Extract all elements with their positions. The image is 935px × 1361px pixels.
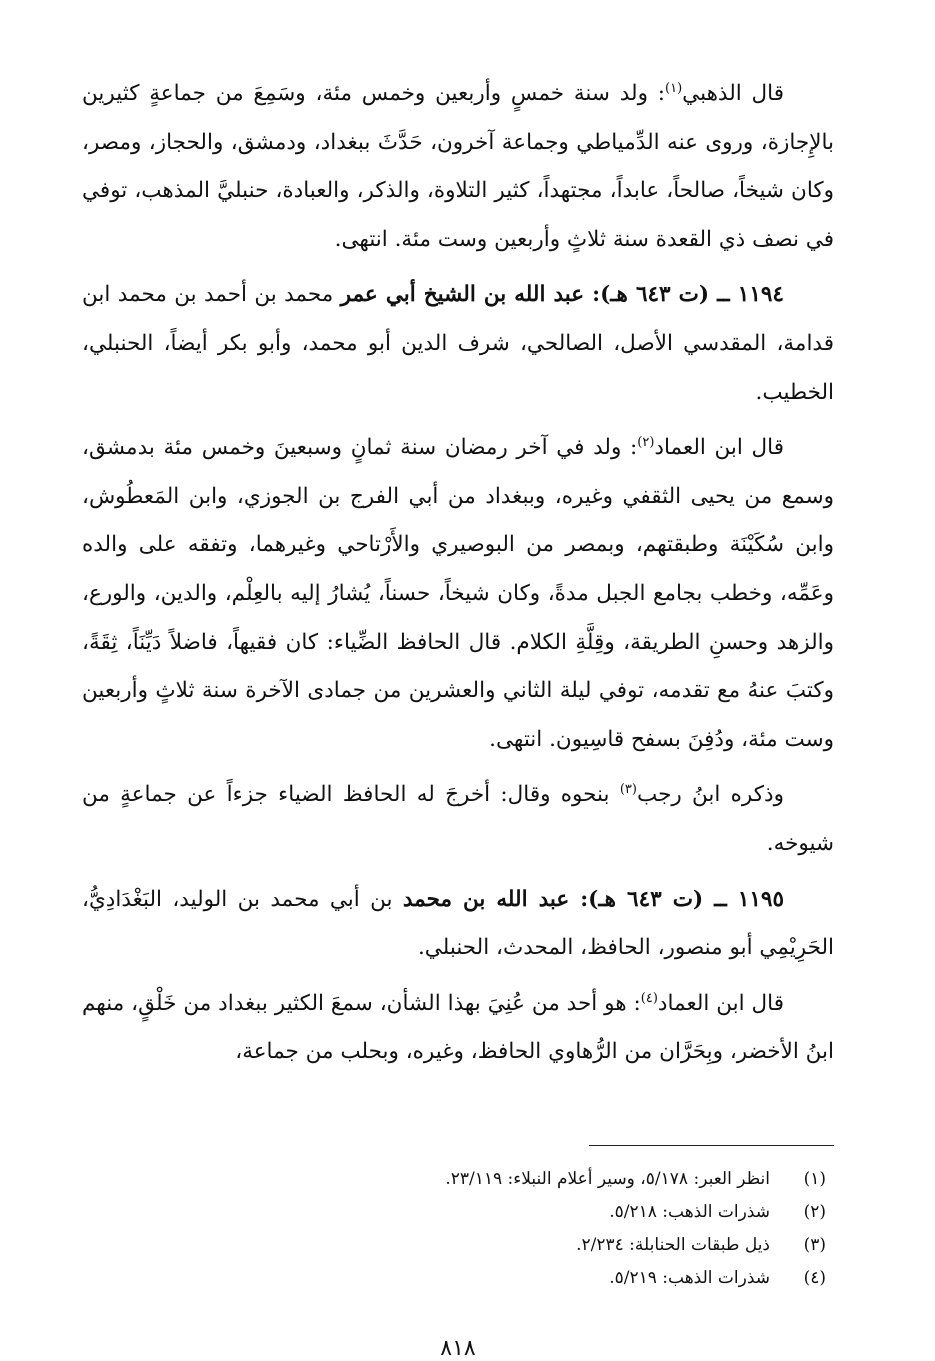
footnote-number: (٣) [803, 1235, 826, 1255]
footnote-item [82, 1163, 826, 1196]
footnote-item [82, 1196, 826, 1229]
footnote-text: ذيل طبقات الحنابلة: ٢/٢٣٤. [576, 1235, 770, 1255]
footnote-text: شذرات الذهب: ٥/٢١٩. [609, 1268, 770, 1288]
entry-1194 [82, 271, 834, 417]
footnote-number: (٤) [803, 1268, 826, 1288]
footnotes [82, 1163, 826, 1295]
footnote-number: (٢) [803, 1202, 826, 1222]
footnote-ref-4[interactable]: (٤) [640, 990, 658, 1006]
entry-heading: ١١٩٥ ــ (ت ٦٤٣ هـ): عبد الله بن محمد [402, 886, 785, 912]
paragraph-ibn-rajab-quote [82, 771, 834, 868]
entry-1195 [82, 876, 834, 973]
footnote-ref-3[interactable]: (٣) [619, 782, 637, 798]
text: قال ابن العماد [657, 990, 784, 1016]
text: : ولد في آخر رمضان سنة ثمانٍ وسبعينَ وخمس مئة بدمشق، وسمع من يحيى الثقفي وغيره، وببغداد من أبي الفرج بن الجوزي، وابن المَعطُوش، وابن سُكَيْنَة وطبقتهم، وبمصر من البوصيري والأَرْتاحي وغيرهما، وتفقه على والده وعَمِّه، وخطب بجامع الجبل مدةً، وكان شيخاً، حسناً، يُشارُ إليه بالعِلْم، والدين، والورع، والزهد وحسنِ الطريقة، وقِلَّةِ الكلام. قال الحافظ الضِّياء: كان فقيهاً، فاضلاً دَيِّنَاً، ثِقَةً، وكتبَ عنهُ مع تقدمه، توفي ليلة الثاني والعشرين من جمادى الآخرة سنة ثلاثٍ وأربعين وست مئة، ودُفِنَ بسفح قاسِيون. انتهى. [82, 435, 834, 752]
footnote-text: شذرات الذهب: ٥/٢١٨. [609, 1202, 770, 1222]
footnote-item [82, 1262, 826, 1295]
footnote-ref-1[interactable]: (١) [665, 80, 683, 96]
entry-heading: ١١٩٤ ــ (ت ٦٤٣ هـ): عبد الله بن الشيخ أبي عمر [340, 282, 784, 308]
paragraph-ibn-alimad-quote [82, 424, 834, 764]
text: بن أبي محمد بن الوليد، البَغْدَادِيُّ، الحَرِيْمِي أبو منصور، الحافظ، المحدث، الحنبلي. [82, 886, 834, 961]
text: قال ابن العماد [654, 435, 784, 461]
paragraph-dhahabi-quote [82, 70, 834, 264]
page-number: ٨١٨ [440, 1336, 476, 1361]
footnote-item [82, 1229, 826, 1262]
text: محمد بن أحمد بن محمد ابن قدامة، المقدسي الأصل، الصالحي، شرف الدين أبو محمد، وأبو بكر أيضاً، الحنبلي، الخطيب. [82, 282, 834, 405]
text: وذكره ابنُ رجب [636, 782, 784, 808]
text: : هو أحد من عُنِيَ بهذا الشأن، سمعَ الكثير ببغداد من خَلْقٍ، منهم ابنُ الأخضر، وبِحَرَّان من الرُّهاوي الحافظ، وغيره، وبحلب من جماعة، [82, 990, 834, 1065]
book-page [82, 70, 834, 1361]
paragraph-ibn-alimad-quote-2 [82, 980, 834, 1077]
text: بنحوه وقال: أخرجَ له الحافظ الضياء جزءاً عن جماعةٍ من شيوخه. [82, 782, 834, 856]
footnote-text: انظر العبر: ٥/١٧٨، وسير أعلام النبلاء: ٢٣/١١٩. [445, 1169, 770, 1189]
footnote-ref-2[interactable]: (٢) [637, 435, 655, 450]
footnote-number: (١) [803, 1169, 826, 1189]
text: : ولد سنة خمسٍ وأربعين وخمس مئة، وسَمِعَ من جماعةٍ كثيرين بالإِجازة، وروى عنه الدِّمياطي وجماعة آخرون، حَدَّثَ ببغداد، ودمشق، والحجاز، ومصر، وكان شيخاً، صالحاً، عابداً، مجتهداً، كثير التلاوة، والذكر، والعبادة، حنبليَّ المذهب، توفي في نصف ذي القعدة سنة ثلاثٍ وأربعين وست مئة. انتهى. [82, 81, 834, 252]
footnote-divider [589, 1145, 834, 1146]
text: قال الذهبي [682, 81, 784, 106]
